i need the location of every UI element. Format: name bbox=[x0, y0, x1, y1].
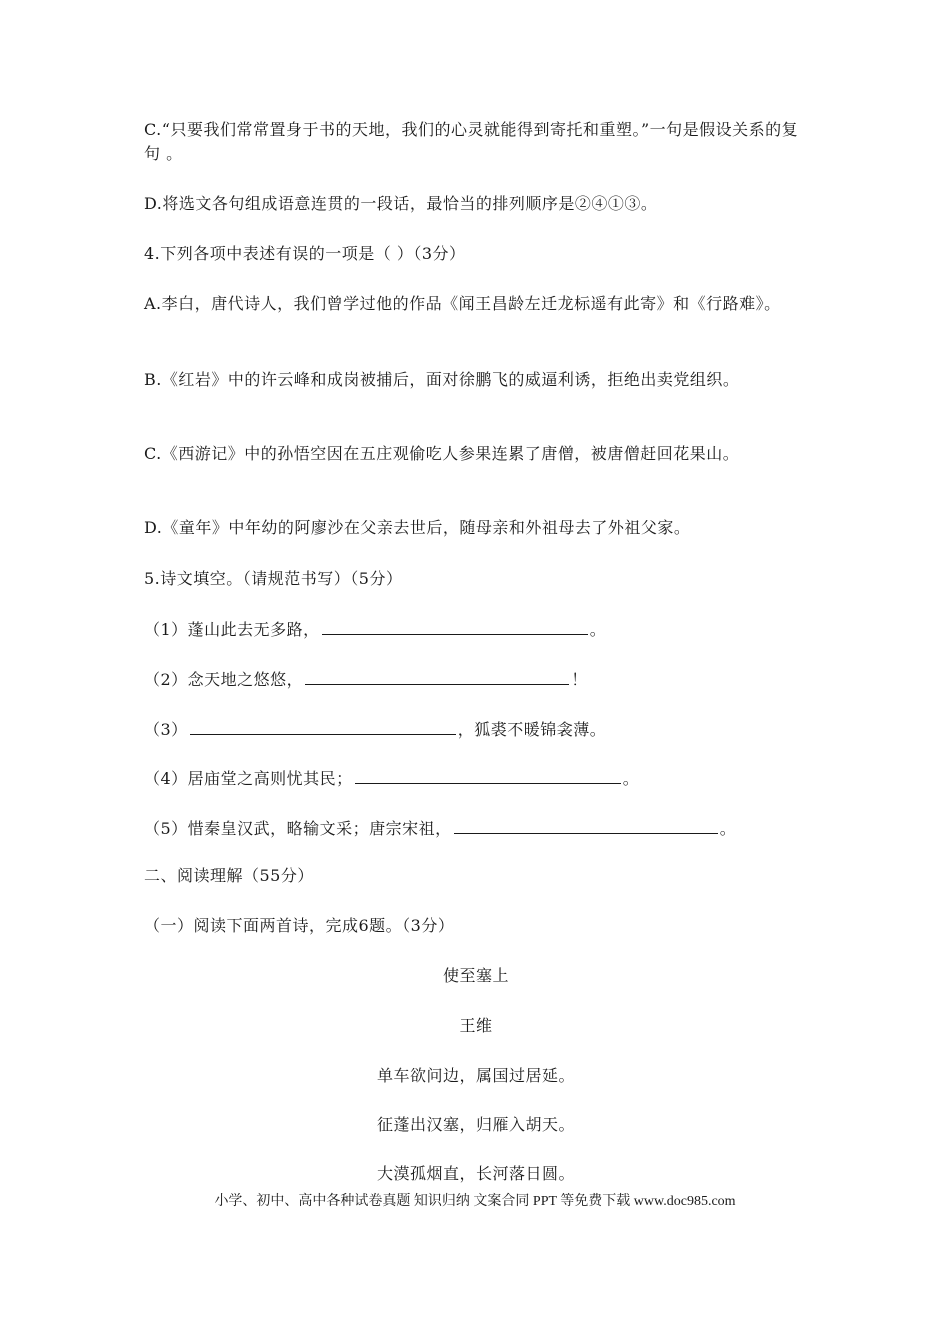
option-4c: C.《西游记》中的孙悟空因在五庄观偷吃人参果连累了唐僧，被唐僧赶回花果山。 bbox=[144, 444, 740, 463]
answer-blank[interactable] bbox=[355, 765, 621, 784]
answer-blank[interactable] bbox=[454, 815, 718, 834]
answer-blank[interactable] bbox=[190, 716, 456, 735]
fill-item-prefix: （5）惜秦皇汉武，略输文采；唐宗宋祖， bbox=[144, 819, 452, 838]
poem-line: 单车欲问边，属国过居延。 bbox=[376, 1066, 575, 1085]
question-4-stem: 4.下列各项中表述有误的一项是（ ）（3分） bbox=[144, 244, 466, 263]
fill-item-4 bbox=[144, 765, 808, 791]
fill-item-suffix: 。 bbox=[719, 819, 737, 838]
reading-part-1-heading: （一）阅读下面两首诗，完成6题。（3分） bbox=[144, 916, 455, 935]
fill-item-2 bbox=[144, 666, 808, 692]
poem-author: 王维 bbox=[459, 1016, 493, 1035]
fill-item-prefix: （1）蓬山此去无多路， bbox=[144, 620, 320, 639]
answer-blank[interactable] bbox=[305, 666, 569, 685]
fill-item-prefix: （2）念天地之悠悠， bbox=[144, 670, 304, 689]
fill-item-prefix: （4）居庙堂之高则忧其民； bbox=[144, 769, 353, 788]
option-4d: D.《童年》中年幼的阿廖沙在父亲去世后，随母亲和外祖母去了外祖父家。 bbox=[144, 518, 691, 537]
fill-item-5 bbox=[144, 815, 808, 841]
option-4a: A.李白，唐代诗人，我们曾学过他的作品《闻王昌龄左迁龙标遥有此寄》和《行路难》。 bbox=[144, 294, 781, 313]
fill-item-3 bbox=[144, 716, 808, 742]
fill-item-suffix: ，狐裘不暖锦衾薄。 bbox=[457, 720, 607, 739]
page-footer: 小学、初中、高中各种试卷真题 知识归纳 文案合同 PPT 等免费下载 www.doc985.com bbox=[214, 1194, 736, 1209]
fill-item-suffix: ！ bbox=[571, 670, 588, 689]
fill-item-1 bbox=[144, 616, 808, 642]
fill-item-suffix: 。 bbox=[589, 620, 607, 639]
option-3c: C.“只要我们常常置身于书的天地，我们的心灵就能得到寄托和重塑。”一句是假设关系的复句 。 bbox=[144, 120, 799, 163]
poem-line: 大漠孤烟直，长河落日圆。 bbox=[376, 1164, 575, 1183]
option-4b: B.《红岩》中的许云峰和成岗被捕后，面对徐鹏飞的威逼利诱，拒绝出卖党组织。 bbox=[144, 370, 740, 389]
question-5-stem: 5.诗文填空。（请规范书写）（5分） bbox=[144, 569, 403, 588]
document-page bbox=[144, 0, 808, 1344]
fill-item-suffix: 。 bbox=[622, 769, 640, 788]
answer-blank[interactable] bbox=[322, 616, 588, 635]
poem-title: 使至塞上 bbox=[442, 966, 509, 985]
option-3d: D.将选文各句组成语意连贯的一段话，最恰当的排列顺序是②④①③。 bbox=[144, 194, 658, 213]
poem-line: 征蓬出汉塞，归雁入胡天。 bbox=[376, 1115, 575, 1134]
section-2-heading: 二、阅读理解（55分） bbox=[144, 866, 314, 885]
fill-item-prefix: （3） bbox=[144, 720, 188, 739]
